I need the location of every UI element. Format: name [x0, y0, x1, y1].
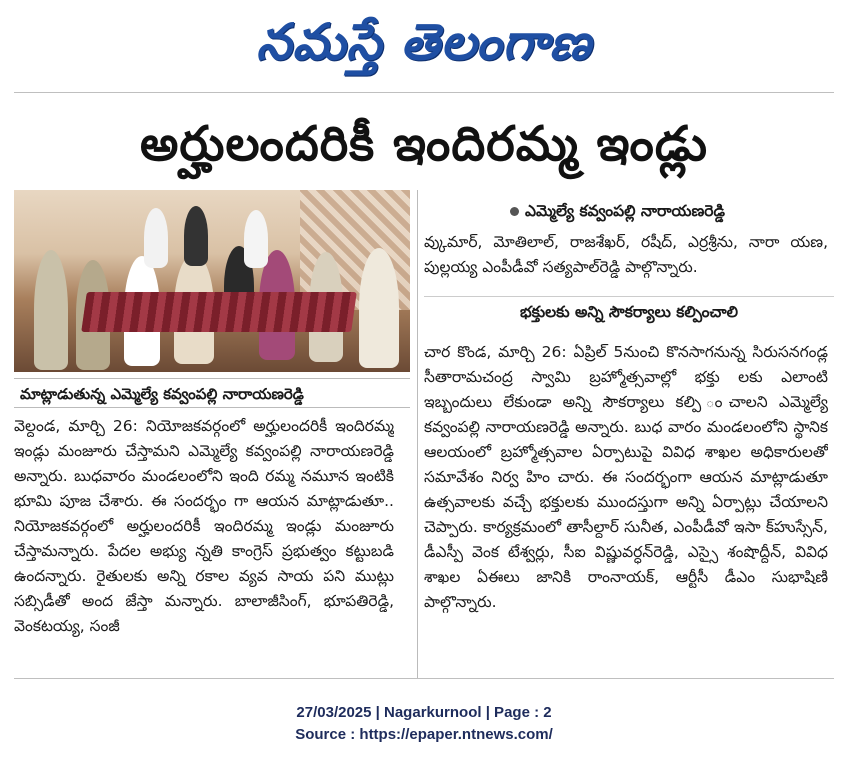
- right-article-body-top: వ్కుమార్, మోతిలాల్, రాజశేఖర్, రషీద్, ఎర్రశ్రీను, నారా యణ, పుల్లయ్య ఎంపీడీవో సత్యపాల్‌రెడ్డి పాల్గొన్నారు.: [424, 233, 828, 276]
- footer-date-edition: 27/03/2025 | Nagarkurnool | Page : 2: [296, 704, 552, 721]
- footer-source[interactable]: Source : https://epaper.ntnews.com/: [295, 726, 553, 743]
- subheading-text: ఎమ్మెల్యే కవ్వంపల్లి నారాయణరెడ్డి: [525, 202, 725, 220]
- photo-caption: మాట్లాడుతున్న ఎమ్మెల్యే కవ్వంపల్లి నారాయణరెడ్డి: [14, 378, 410, 408]
- column-divider: [417, 190, 418, 678]
- section-heading: భక్తులకు అన్ని సౌకర్యాలు కల్పించాలి: [424, 296, 834, 327]
- footer-divider: [14, 678, 834, 679]
- news-photo: [14, 190, 410, 372]
- headline: అర్హులందరికీ ఇందిరమ్మ ఇండ్లు: [139, 116, 709, 172]
- right-article-body: చార కొండ, మార్చి 26: ఏప్రిల్ 5నుంచి కొనసాగనున్న సిరుసనగండ్ల సీతారామచంద్ర స్వామి బ్రహ్మోత్సవాల్లో భక్తు లకు ఎలాంటి ఇబ్బందులు లేకుండా అన్ని సౌకర్యాలు కల్పి ంచాలని ఎమ్మెల్యే కవ్వంపల్లి నారాయణరెడ్డి అన్నారు. బుధ వారం మండలంలోని స్థానిక ఆలయంలో బ్రహ్మోత్సవాల ఏర్పాటుపై వివిధ శాఖల అధికారులతో సమావేశం నిర్వ హిం చారు. ఈ సందర్భంగా ఆయన మాట్లాడుతూ ఉత్సవాలకు వచ్చే భక్తులకు ముందస్తుగా అన్ని ఏర్పాట్లు చేయాలని చెప్పారు. కార్యక్రమంలో తాసీల్దార్ సునీత, ఎంపీడీవో ఇసా క్‌హుస్సేన్, డీఎస్పీ వెంక టేశ్వర్లు, సీఐ విష్ణువర్ధన్‌రెడ్డి, ఎస్సై శంషొద్దీన్, వివిధ శాఖల ఏఈలు జానికి రాంనాయక్, ఆర్టీసీ డీఎం సుభాషిణి పాల్గొన్నారు.: [424, 343, 828, 611]
- masthead: [0, 2, 848, 82]
- bullet-icon: [510, 207, 519, 216]
- masthead-divider: [14, 92, 834, 93]
- masthead-title: నమస్తే తెలంగాణ: [256, 13, 592, 71]
- subheading: [424, 196, 834, 226]
- footer: [0, 702, 848, 746]
- left-article-body: వెల్దండ, మార్చి 26: నియోజకవర్గంలో అర్హులందరికీ ఇందిరమ్మ ఇండ్లు మంజూరు చేస్తామని ఎమ్మెల్యే కవ్వంపల్లి నారాయణరెడ్డి అన్నారు. బుధవారం మండలంలోని ఇంది రమ్మ నమూన ఇంటికి భూమి పూజ చేశారు. ఈ సందర్భం గా ఆయన మాట్లాడుతూ.. నియోజకవర్గంలో అర్హులందరికీ ఇందిరమ్మ ఇండ్లు మంజూరు చేస్తామన్నారు. పేదల అభ్యు న్నతి కాంగ్రెస్ ప్రభుత్వం కట్టుబడి ఉందన్నారు. రైతులకు అన్ని రకాల వ్యవ సాయ పని ముట్లు సబ్సిడీతో అంద జేస్తా మన్నారు. బాలాజీసింగ్, భూపతిరెడ్డి, వెంకటయ్య, సంజీ: [14, 417, 394, 635]
